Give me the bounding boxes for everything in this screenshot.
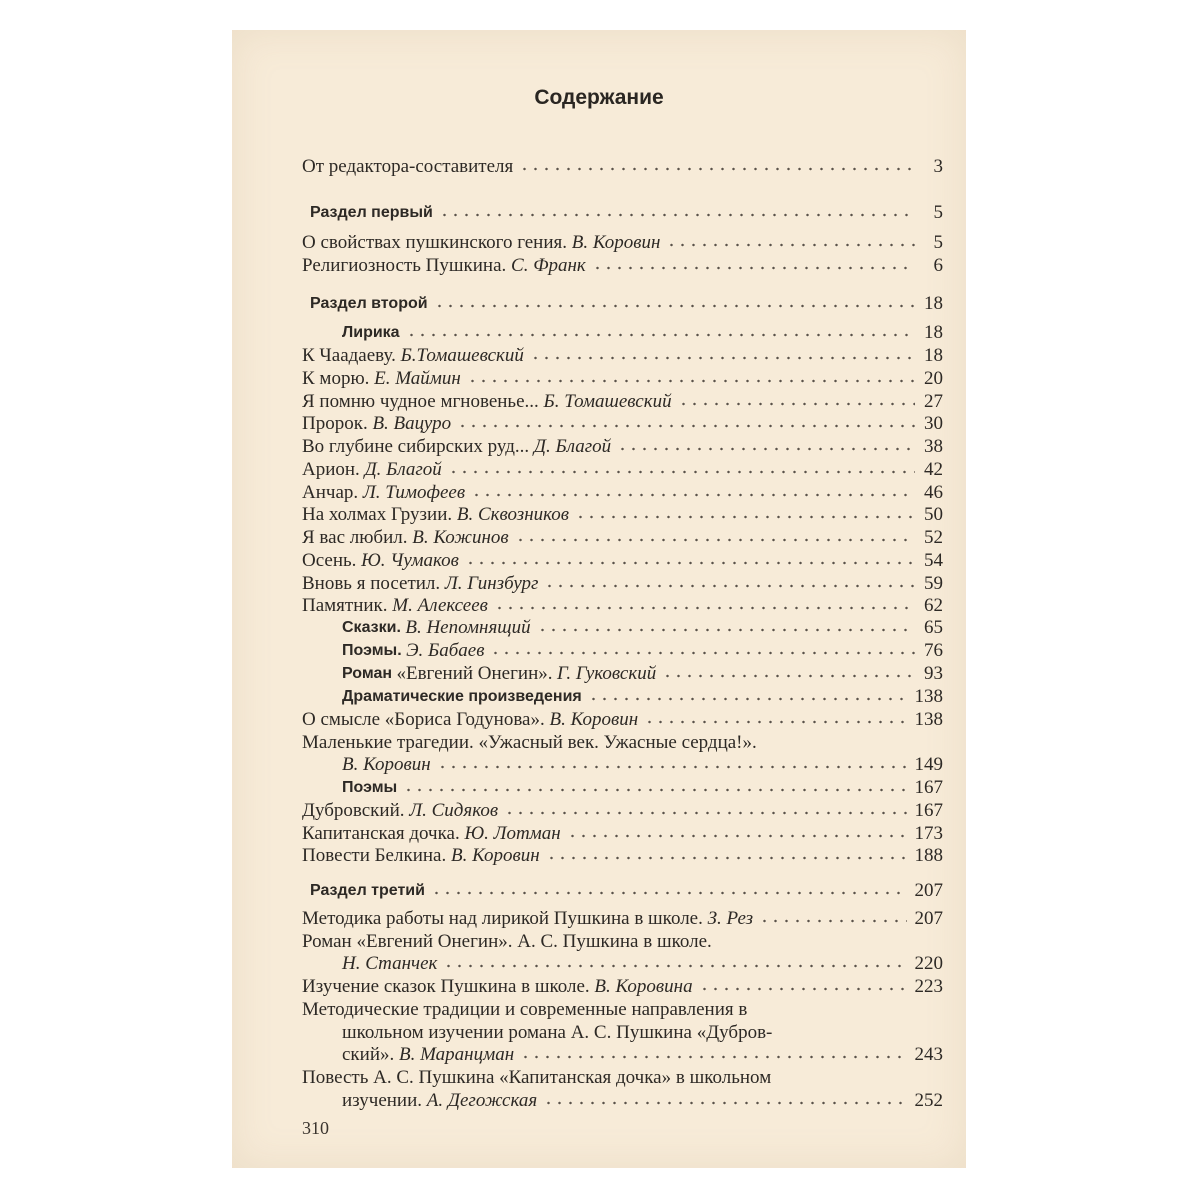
entry-title: Методика работы над лирикой Пушкина в школе. [302, 908, 703, 929]
entry-author: В. Маранцман [399, 1044, 515, 1065]
entry-page: 138 [914, 709, 943, 730]
entry-author: Л. Тимофеев [362, 482, 466, 503]
toc-subheading-poems [342, 638, 943, 662]
entry-title: О свойствах пушкинского гения. [302, 232, 567, 253]
entry-author: Б.Томашевский [400, 345, 524, 366]
toc-section-third [310, 878, 943, 902]
toc-entry-editor-preface [302, 154, 943, 178]
dot-leader [520, 1054, 906, 1060]
subheading-title: Лирика [342, 324, 400, 341]
entry-title: школьном изучении романа А. С. Пушкина «Дубров- [342, 1022, 773, 1043]
toc-entry [302, 798, 943, 822]
dot-leader [575, 514, 915, 520]
entry-page: 62 [924, 595, 943, 616]
dot-leader [443, 963, 906, 969]
toc-entry [302, 343, 943, 367]
entry-page: 149 [914, 754, 943, 775]
toc-entry-continued [342, 1020, 943, 1044]
toc-entry [302, 411, 943, 435]
toc-entry [302, 434, 943, 458]
entry-page: 252 [914, 1090, 943, 1111]
entry-author: Л. Сидяков [409, 800, 499, 821]
entry-author: В. Коровин [571, 232, 661, 253]
entry-page: 5 [933, 202, 943, 223]
entry-author: В. Коровина [594, 976, 693, 997]
dot-leader [457, 423, 915, 429]
entry-title: Анчар. [302, 482, 359, 503]
dot-leader [567, 833, 907, 839]
dot-leader [490, 650, 915, 656]
entry-page: 173 [914, 823, 943, 844]
entry-page: 42 [924, 459, 943, 480]
entry-title: Методические традиции и современные направления в [302, 999, 748, 1020]
entry-author: З. Рез [707, 908, 754, 929]
entry-title: К Чаадаеву. [302, 345, 396, 366]
dot-leader [666, 242, 915, 248]
entry-page: 50 [924, 504, 943, 525]
entry-page: 167 [914, 800, 943, 821]
entry-author: Б. Томашевский [543, 391, 672, 412]
toc-entry [342, 1042, 943, 1066]
entry-author: В. Коровин [549, 709, 639, 730]
toc-subheading-prose [342, 775, 943, 799]
entry-title: Арион. [302, 459, 360, 480]
entry-title: На холмах Грузии. [302, 504, 453, 525]
entry-page: 167 [914, 777, 943, 798]
dot-leader [588, 696, 907, 702]
toc-entry [302, 571, 943, 595]
entry-title: Капитанская дочка. [302, 823, 460, 844]
toc-entry-continued [302, 929, 943, 953]
table-of-contents [232, 30, 966, 1168]
entry-page: 5 [933, 232, 943, 253]
entry-title: Повести Белкина. [302, 845, 447, 866]
toc-entry [342, 752, 943, 776]
subheading-title: Роман [342, 665, 393, 682]
entry-author: С. Франк [511, 255, 586, 276]
entry-title: От редактора-составителя [302, 156, 514, 177]
dot-leader [544, 583, 915, 589]
entry-author: Д. Благой [364, 459, 442, 480]
entry-author: Ю. Чумаков [361, 550, 459, 571]
dot-leader [644, 719, 906, 725]
entry-author: М. Алексеев [392, 595, 488, 616]
entry-title: Дубровский. [302, 800, 405, 821]
entry-page: 220 [914, 953, 943, 974]
dot-leader [515, 537, 915, 543]
dot-leader [662, 673, 915, 679]
entry-title: О смысле «Бориса Годунова». [302, 709, 545, 730]
entry-title: Во глубине сибирских руд... [302, 436, 530, 457]
entry-author: В. Кожинов [412, 527, 509, 548]
entry-page: 207 [914, 880, 943, 901]
toc-entry-continued [302, 730, 943, 754]
toc-entry [302, 480, 943, 504]
entry-author: Е. Маймин [374, 368, 461, 389]
toc-entry [302, 502, 943, 526]
toc-entry [342, 951, 943, 975]
entry-title: Вновь я посетил. [302, 573, 441, 594]
entry-page: 207 [914, 908, 943, 929]
dot-leader [467, 378, 915, 384]
toc-entry [302, 821, 943, 845]
dot-leader [431, 890, 907, 896]
entry-author: В. Вацуро [372, 413, 452, 434]
subheading-title: Поэмы [342, 779, 398, 796]
page-title: Содержание [534, 86, 664, 109]
subheading-title: Поэмы. [342, 642, 402, 659]
toc-entry [302, 974, 943, 998]
entry-page: 138 [914, 686, 943, 707]
toc-section-first [310, 200, 943, 224]
entry-title: Пророк. [302, 413, 368, 434]
entry-page: 20 [924, 368, 943, 389]
entry-author: В. Сквозников [456, 504, 570, 525]
entry-author: В. Коровин [342, 754, 431, 775]
toc-subheading-novel [342, 661, 943, 685]
toc-entry [302, 389, 943, 413]
book-page [232, 30, 966, 1168]
entry-title: Изучение сказок Пушкина в школе. [302, 976, 590, 997]
entry-page: 18 [924, 293, 943, 314]
entry-page: 223 [914, 976, 943, 997]
entry-page: 38 [924, 436, 943, 457]
entry-title: Я помню чудное мгновенье... [302, 391, 539, 412]
dot-leader [617, 446, 915, 452]
toc-entry-continued [302, 997, 943, 1021]
dot-leader [406, 332, 915, 338]
entry-page: 30 [924, 413, 943, 434]
toc-entry [302, 707, 943, 731]
entry-page: 243 [914, 1044, 943, 1065]
toc-subheading-lyrics [342, 320, 943, 344]
entry-title-suffix: «Евгений Онегин». [396, 663, 553, 684]
dot-leader [546, 855, 907, 861]
section-title: Раздел третий [310, 882, 425, 899]
entry-author: Г. Гуковский [556, 663, 657, 684]
toc-entry [302, 593, 943, 617]
entry-title: Роман «Евгений Онегин». А. С. Пушкина в школе. [302, 931, 712, 952]
dot-leader [519, 166, 915, 172]
dot-leader [543, 1100, 906, 1106]
entry-title: Повесть А. С. Пушкина «Капитанская дочка» в школьном [302, 1067, 772, 1088]
section-title: Раздел второй [310, 295, 428, 312]
dot-leader [448, 469, 915, 475]
dot-leader [699, 986, 907, 992]
entry-page: 59 [924, 573, 943, 594]
entry-title: К морю. [302, 368, 370, 389]
entry-page: 188 [914, 845, 943, 866]
entry-author: В. Коровин [450, 845, 540, 866]
dot-leader [471, 492, 915, 498]
dot-leader [678, 401, 915, 407]
entry-title: Памятник. [302, 595, 388, 616]
toc-entry [302, 906, 943, 930]
dot-leader [403, 787, 906, 793]
entry-title: ский». [342, 1044, 395, 1065]
toc-entry [302, 843, 943, 867]
entry-page: 18 [924, 322, 943, 343]
entry-author: Д. Благой [533, 436, 612, 457]
toc-entry [302, 457, 943, 481]
dot-leader [494, 605, 915, 611]
entry-author: Ю. Лотман [464, 823, 561, 844]
entry-author: Л. Гинзбург [444, 573, 539, 594]
entry-author: Н. Станчек [342, 953, 438, 974]
toc-subheading-drama [342, 684, 943, 708]
dot-leader [437, 764, 907, 770]
entry-title: Религиозность Пушкина. [302, 255, 507, 276]
entry-title: Осень. [302, 550, 357, 571]
toc-entry [302, 366, 943, 390]
dot-leader [439, 212, 915, 218]
entry-author: Э. Бабаев [406, 640, 485, 661]
entry-title: изучении. [342, 1090, 423, 1111]
toc-entry [302, 548, 943, 572]
entry-title: Маленькие трагедии. «Ужасный век. Ужасные сердца!». [302, 732, 757, 753]
entry-page: 93 [924, 663, 943, 684]
entry-page: 18 [924, 345, 943, 366]
entry-page: 76 [924, 640, 943, 661]
entry-page: 54 [924, 550, 943, 571]
dot-leader [537, 627, 915, 633]
dot-leader [465, 560, 915, 566]
subheading-title: Сказки. [342, 619, 401, 636]
dot-leader [504, 810, 906, 816]
entry-page: 46 [924, 482, 943, 503]
dot-leader [592, 265, 915, 271]
toc-entry [342, 1088, 943, 1112]
entry-author: В. Непомнящий [405, 617, 531, 638]
entry-page: 65 [924, 617, 943, 638]
toc-section-second [310, 291, 943, 315]
dot-leader [759, 918, 906, 924]
entry-page: 3 [933, 156, 943, 177]
toc-subheading-fairy-tales [342, 615, 943, 639]
subheading-title: Драматические произведения [342, 688, 582, 705]
entry-author: А. Дегожская [426, 1090, 538, 1111]
dot-leader [530, 355, 915, 361]
section-title: Раздел первый [310, 204, 433, 221]
entry-page: 6 [933, 255, 943, 276]
toc-entry [302, 253, 943, 277]
entry-title: Я вас любил. [302, 527, 408, 548]
entry-page: 52 [924, 527, 943, 548]
toc-entry [302, 525, 943, 549]
dot-leader [434, 303, 915, 309]
toc-entry [302, 230, 943, 254]
entry-page: 27 [924, 391, 943, 412]
page-number: 310 [302, 1118, 329, 1138]
toc-entry-continued [302, 1065, 943, 1089]
